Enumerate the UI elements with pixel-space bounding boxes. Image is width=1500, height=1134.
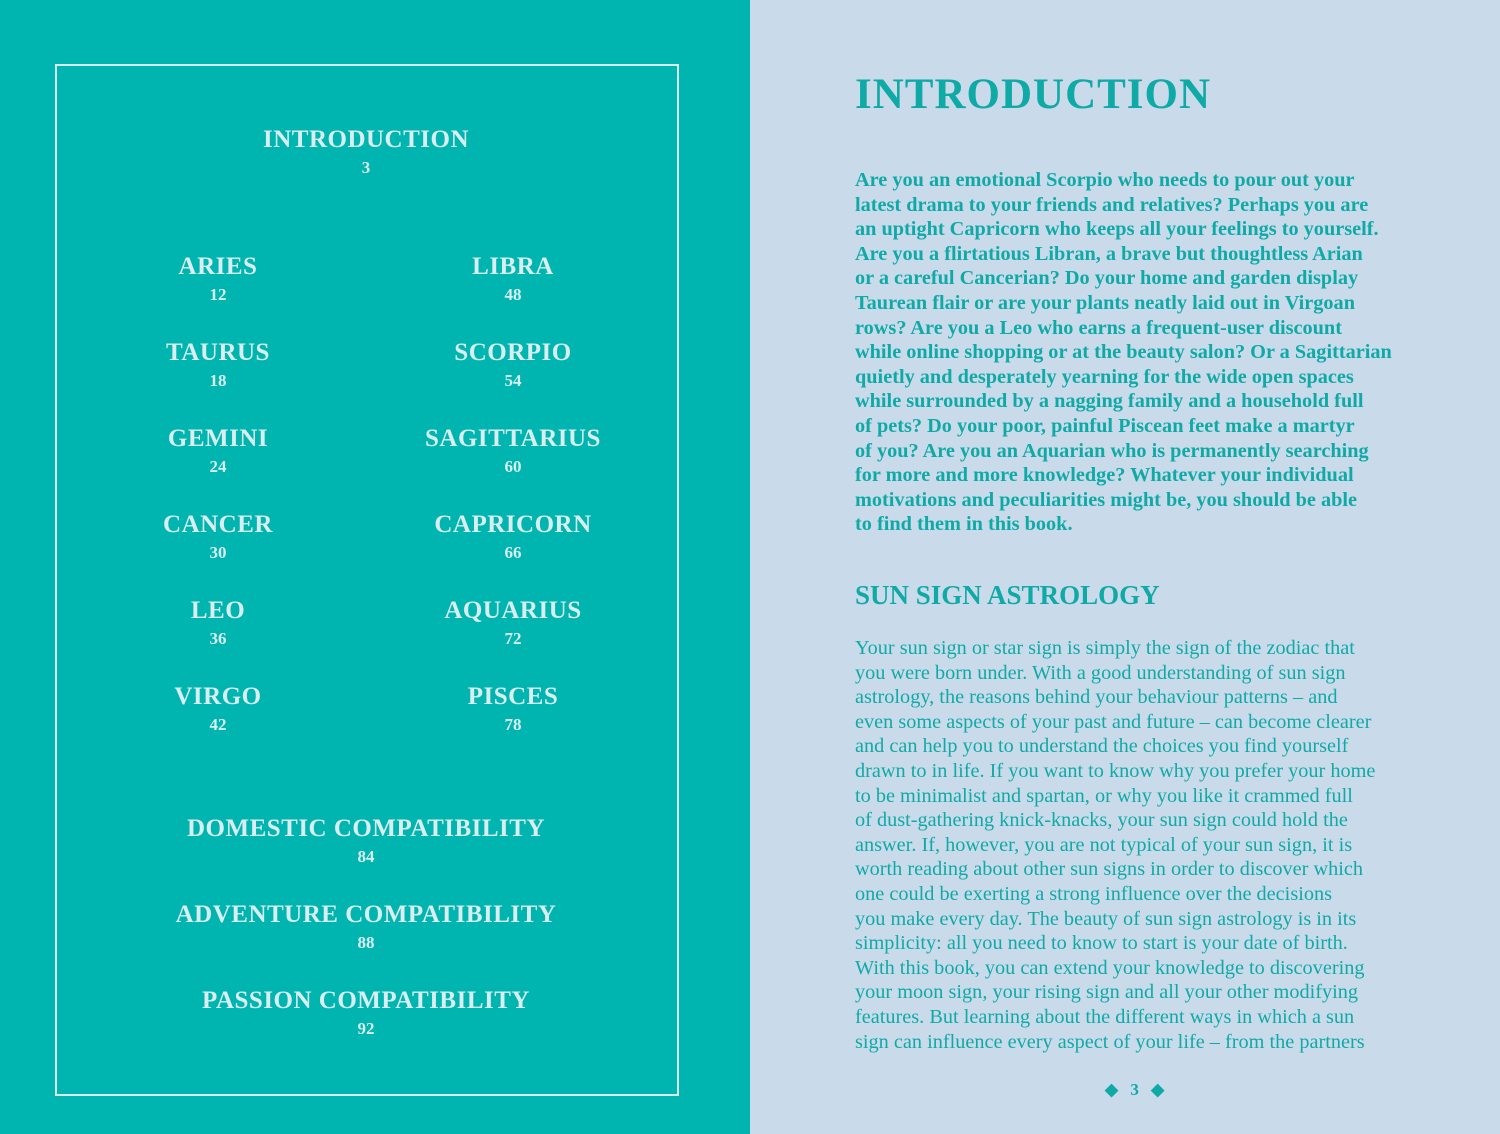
toc-title: SAGITTARIUS — [425, 425, 601, 452]
page-number: ◆ 3 ◆ — [1105, 1080, 1165, 1099]
toc-page-number: 92 — [357, 1019, 375, 1038]
toc-title: CAPRICORN — [434, 511, 592, 538]
toc-title: PISCES — [467, 683, 559, 710]
text-line: features. But learning about the different ways in which a sun — [855, 1005, 1355, 1028]
toc-page-number: 12 — [209, 285, 227, 304]
toc-page-number: 78 — [504, 715, 522, 734]
text-line: and can help you to understand the choices you find yourself — [855, 735, 1349, 758]
text-line: of you? Are you an Aquarian who is permanently searching — [855, 439, 1369, 462]
body-paragraph — [855, 636, 1375, 1054]
toc-entry[interactable] — [472, 253, 554, 307]
toc-entry-introduction[interactable] — [263, 126, 469, 180]
text-line: for more and more knowledge? Whatever your individual — [855, 464, 1354, 487]
text-line: quietly and desperately yearning for the wide open spaces — [855, 365, 1354, 388]
toc-entry[interactable] — [179, 253, 258, 307]
toc-page-number: 36 — [209, 629, 227, 648]
text-line: an uptight Capricorn who keeps all your feelings to yourself. — [855, 218, 1379, 241]
toc-entry[interactable] — [454, 339, 571, 393]
text-line: astrology, the reasons behind your behaviour patterns – and — [855, 686, 1338, 709]
toc-title: ADVENTURE COMPATIBILITY — [175, 901, 557, 928]
toc-title: TAURUS — [166, 339, 270, 366]
toc-entry[interactable] — [166, 339, 270, 393]
text-line: latest drama to your friends and relatives? Perhaps you are — [855, 193, 1369, 216]
text-line: one could be exerting a strong influence over the decisions — [855, 882, 1333, 905]
toc-page-number: 60 — [504, 457, 522, 476]
toc-title: LEO — [190, 597, 246, 624]
section-heading: SUN SIGN ASTROLOGY — [855, 580, 1160, 610]
text-line: to find them in this book. — [855, 513, 1073, 536]
toc-entry[interactable] — [425, 425, 601, 479]
text-line: drawn to in life. If you want to know why you prefer your home — [855, 759, 1376, 782]
toc-entry[interactable] — [168, 425, 268, 479]
toc-page-number: 72 — [504, 629, 522, 648]
toc-page-number: 66 — [504, 543, 522, 562]
text-line: Your sun sign or star sign is simply the sign of the zodiac that — [855, 637, 1355, 659]
toc-entry[interactable] — [468, 683, 559, 737]
toc-title: AQUARIUS — [444, 597, 582, 624]
text-line: answer. If, however, you are not typical of your sun sign, it is — [855, 833, 1353, 856]
toc-entry[interactable] — [191, 597, 245, 651]
toc-entry[interactable] — [444, 597, 581, 651]
text-line: of dust-gathering knick-knacks, your sun sign could hold the — [855, 809, 1348, 832]
intro-paragraph — [855, 168, 1392, 537]
text-line: Are you an emotional Scorpio who needs to pour out your — [855, 169, 1355, 191]
text-line: motivations and peculiarities might be, you should be able — [855, 488, 1358, 511]
toc-page-number: 42 — [209, 715, 227, 734]
toc-page-number: 84 — [357, 847, 375, 866]
toc-entry[interactable] — [176, 901, 557, 955]
toc-entry[interactable] — [174, 683, 261, 737]
text-line: you make every day. The beauty of sun sign astrology is in its — [855, 907, 1357, 930]
toc-page-number: 3 — [361, 158, 371, 177]
text-line: or a careful Cancerian? Do your home and garden display — [855, 267, 1359, 290]
text-line: to be minimalist and spartan, or why you like it crammed full — [855, 784, 1353, 807]
text-line: sign can influence every aspect of your life – from the partners — [855, 1030, 1365, 1053]
toc-title: CANCER — [163, 511, 273, 538]
toc-page-number: 88 — [357, 933, 375, 952]
toc-page-number: 54 — [504, 371, 522, 390]
text-line: even some aspects of your past and future – can become clearer — [855, 710, 1372, 733]
text-line: Are you a flirtatious Libran, a brave but thoughtless Arian — [855, 242, 1363, 265]
toc-page-number: 18 — [209, 371, 227, 390]
page-title: INTRODUCTION — [855, 71, 1212, 118]
text-line: while online shopping or at the beauty salon? Or a Sagittarian — [855, 341, 1392, 364]
toc-title: PASSION COMPATIBILITY — [202, 987, 530, 1014]
toc-title: GEMINI — [167, 425, 269, 452]
toc-title: DOMESTIC COMPATIBILITY — [186, 815, 546, 842]
toc-page-number: 30 — [209, 543, 227, 562]
toc-title: LIBRA — [472, 253, 554, 280]
toc-entry[interactable] — [187, 815, 545, 869]
toc-page-number: 24 — [209, 457, 227, 476]
text-line: Taurean flair or are your plants neatly laid out in Virgoan — [855, 291, 1355, 314]
text-line: of pets? Do your poor, painful Piscean feet make a martyr — [855, 414, 1355, 437]
toc-entry[interactable] — [434, 511, 591, 565]
text-line: simplicity: all you need to know to start is your date of birth. — [855, 932, 1348, 955]
toc-entry[interactable] — [202, 987, 530, 1041]
text-line: With this book, you can extend your knowledge to discovering — [855, 956, 1365, 979]
toc-title: VIRGO — [174, 683, 262, 710]
text-line: while surrounded by a nagging family and a household full — [855, 390, 1364, 413]
toc-title: INTRODUCTION — [262, 126, 470, 153]
text-line: rows? Are you a Leo who earns a frequent-user discount — [855, 316, 1342, 339]
text-line: you were born under. With a good understanding of sun sign — [855, 661, 1346, 684]
toc-title: ARIES — [178, 253, 258, 280]
text-line: your moon sign, your rising sign and all your other modifying — [855, 981, 1359, 1004]
toc-title: SCORPIO — [454, 339, 572, 366]
toc-entry[interactable] — [163, 511, 273, 565]
toc-page-number: 48 — [504, 285, 522, 304]
text-line: worth reading about other sun signs in order to discover which — [855, 858, 1364, 881]
